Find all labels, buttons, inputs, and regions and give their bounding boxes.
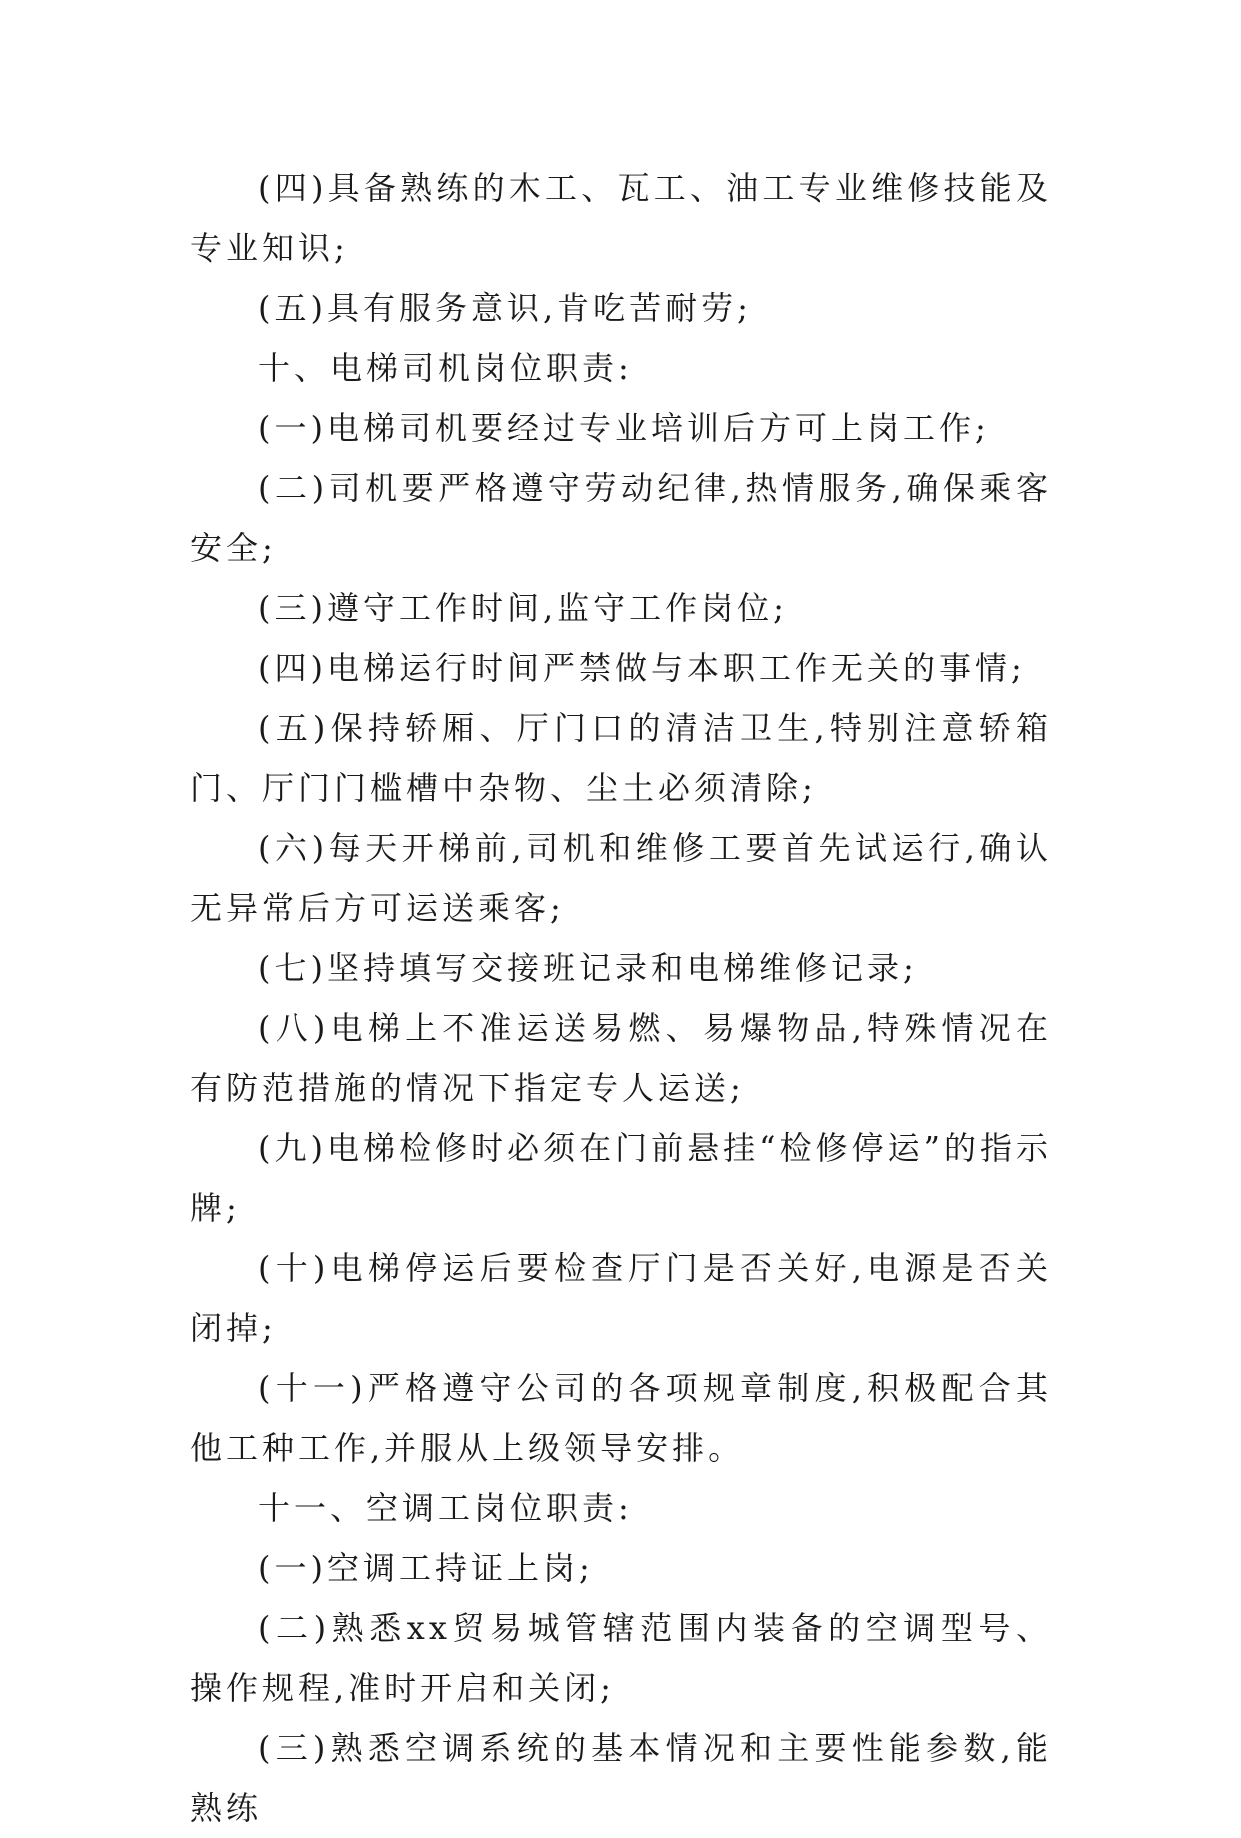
paragraph: (三)熟悉空调系统的基本情况和主要性能参数,能熟练	[190, 1729, 1052, 1827]
paragraph: (一)电梯司机要经过专业培训后方可上岗工作;	[258, 409, 990, 447]
paragraph: (一)空调工持证上岗;	[258, 1549, 594, 1587]
paragraph: (五)保持轿厢、厅门口的清洁卫生,特别注意轿箱门、厅门门槛槽中杂物、尘土必须清除;	[190, 709, 1052, 807]
paragraph: (十)电梯停运后要检查厅门是否关好,电源是否关闭掉;	[190, 1249, 1052, 1347]
paragraph: (七)坚持填写交接班记录和电梯维修记录;	[258, 949, 918, 987]
paragraph: (六)每天开梯前,司机和维修工要首先试运行,确认无异常后方可运送乘客;	[190, 829, 1052, 927]
paragraph: (九)电梯检修时必须在门前悬挂“检修停运”的指示牌;	[190, 1129, 1052, 1227]
paragraph: (二)熟悉xx贸易城管辖范围内装备的空调型号、操作规程,准时开启和关闭;	[190, 1609, 1052, 1707]
paragraph: (四)电梯运行时间严禁做与本职工作无关的事情;	[258, 649, 1026, 687]
paragraph: (五)具有服务意识,肯吃苦耐劳;	[258, 289, 752, 327]
paragraph: (四)具备熟练的木工、瓦工、油工专业维修技能及专业知识;	[190, 169, 1052, 267]
document-body	[190, 158, 1052, 1838]
paragraph: (八)电梯上不准运送易燃、易爆物品,特殊情况在有防范措施的情况下指定专人运送;	[190, 1009, 1052, 1107]
paragraph: (十一)严格遵守公司的各项规章制度,积极配合其他工种工作,并服从上级领导安排。	[190, 1369, 1052, 1467]
section-heading: 十一、空调工岗位职责:	[258, 1489, 633, 1527]
section-heading: 十、电梯司机岗位职责:	[258, 349, 633, 387]
paragraph: (二)司机要严格遵守劳动纪律,热情服务,确保乘客安全;	[190, 469, 1052, 567]
paragraph: (三)遵守工作时间,监守工作岗位;	[258, 589, 788, 627]
